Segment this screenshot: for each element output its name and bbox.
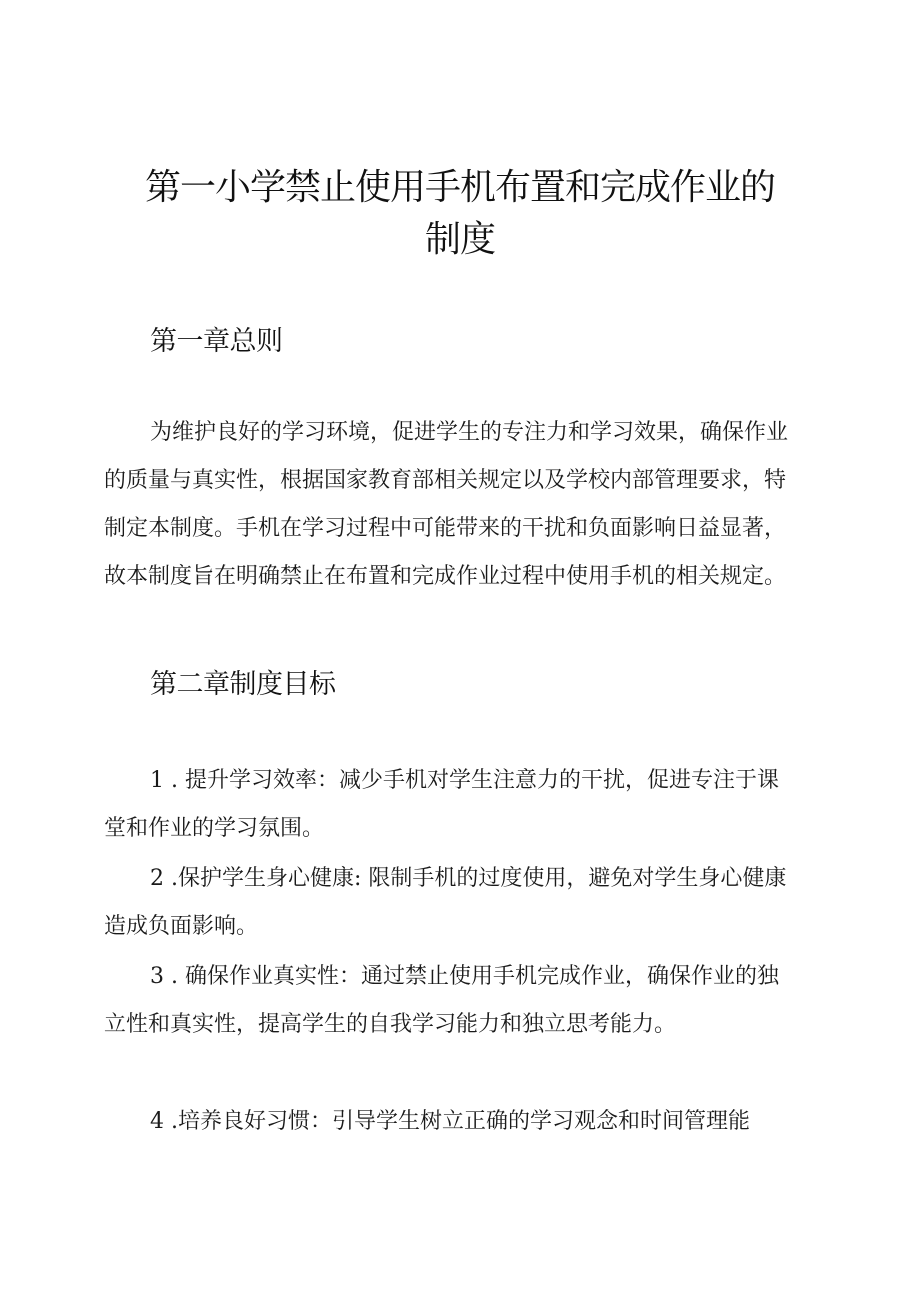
chapter-1-heading: 第一章总则 (150, 326, 283, 357)
goal-item-3-line-2: 立性和真实性，提高学生的自我学习能力和独立思考能力。 (104, 1012, 677, 1037)
goal-item-1-line-1: 1 . 提升学习效率：减少手机对学生注意力的干扰，促进专注于课 (150, 768, 779, 793)
chapter-2-heading: 第二章制度目标 (150, 669, 336, 700)
chapter-1-paragraph-line: 的质量与真实性，根据国家教育部相关规定以及学校内部管理要求，特 (104, 468, 787, 493)
goal-item-3-line-1: 3 . 确保作业真实性：通过禁止使用手机完成作业，确保作业的独 (150, 964, 779, 989)
document-title-line-1: 第一小学禁止使用手机布置和完成作业的 (144, 167, 775, 208)
document-title-line-2: 制度 (424, 219, 495, 260)
goal-item-2-line-2: 造成负面影响。 (104, 914, 259, 939)
goal-item-1-line-2: 堂和作业的学习氛围。 (104, 816, 325, 841)
chapter-1-paragraph-line: 为维护良好的学习环境，促进学生的专注力和学习效果，确保作业 (150, 420, 789, 445)
goal-item-4-line-1: 4 .培养良好习惯：引导学生树立正确的学习观念和时间管理能 (150, 1109, 750, 1134)
goal-item-2-line-1: 2 .保护学生身心健康: 限制手机的过度使用，避免对学生身心健康 (150, 866, 787, 891)
chapter-1-paragraph-line: 故本制度旨在明确禁止在布置和完成作业过程中使用手机的相关规定。 (104, 564, 787, 589)
chapter-1-paragraph-line: 制定本制度。手机在学习过程中可能带来的干扰和负面影响日益显著， (104, 516, 787, 541)
